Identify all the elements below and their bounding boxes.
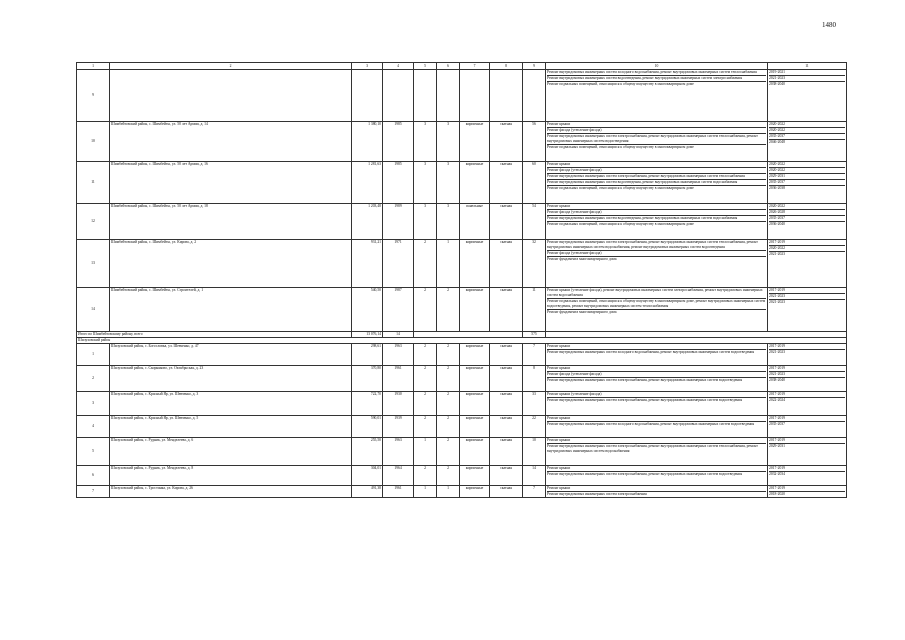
work-period: 2017-2019 — [769, 392, 845, 398]
work-description: Ремонт внутридомовых инженерных систем водоотведения, ремонт внутридомовых инженерных систем водоснабжения — [547, 180, 766, 186]
address-cell: Шилуховский район, с. Рудник, ул. Менделеева, д. 6 — [110, 437, 352, 465]
work-period: 2029-2031 — [769, 174, 845, 180]
works-cell — [546, 288, 768, 332]
area-cell: 304,01 — [352, 465, 383, 485]
floors-cell: 3 — [414, 122, 437, 162]
roof-type-cell: скатная — [490, 122, 523, 162]
row-number: 14 — [77, 288, 110, 332]
year-cell — [383, 70, 414, 122]
address-cell: Шимбейтовский район, с. Шимбейты, ул. 50 лет Армии, д. 18 — [110, 204, 352, 240]
roof-type-cell: скатная — [490, 240, 523, 288]
work-period: 2017-2019 — [769, 486, 845, 492]
work-description: Ремонт крыши — [547, 204, 766, 210]
work-period: 2018-2020 — [769, 491, 785, 496]
wall-material-cell: кирпичные — [460, 485, 490, 497]
work-description: Ремонт крыши — [547, 438, 766, 444]
work-period: 2021-2023 — [769, 299, 785, 304]
floors-cell: 2 — [414, 391, 437, 415]
table-row — [77, 437, 847, 465]
work-description: Ремонт внутридомовых инженерных систем водоотведения, ремонт внутридомовых инженерных систем электроснабжения — [547, 76, 766, 82]
work-period: 2017-2019 — [769, 240, 845, 246]
work-description: Ремонт крыши — [547, 366, 766, 372]
work-period: 2029-2031 — [769, 443, 785, 448]
table-body — [77, 63, 847, 498]
works-cell — [546, 240, 768, 288]
work-description: Ремонт внутридомовых инженерных систем электроснабжения, ремонт внутридомовых инженерных систем теплоснабжения, ремонт внутридомовых инженерных систем водоснабжения, ремонт внутридомовых инженерных систем водоотведения — [547, 240, 766, 251]
floors-cell: 3 — [414, 204, 437, 240]
year-cell: 1987 — [383, 288, 414, 332]
work-description: Ремонт фасада (утепление фасада) — [547, 168, 766, 174]
works-cell — [546, 415, 768, 437]
works-cell — [546, 162, 768, 204]
table-row — [77, 204, 847, 240]
area-cell: 255,50 — [352, 437, 383, 465]
work-period: 2038-2040 — [769, 81, 785, 86]
residents-cell: 60 — [523, 162, 546, 204]
work-period: 2021-2023 — [769, 349, 785, 354]
year-cell: 1939 — [383, 415, 414, 437]
row-number: 5 — [77, 437, 110, 465]
row-number: 6 — [77, 465, 110, 485]
works-cell — [546, 365, 768, 391]
table-row — [77, 485, 847, 497]
roof-type-cell: скатная — [490, 437, 523, 465]
work-period: 2026-2028 — [769, 210, 845, 216]
row-number: 4 — [77, 415, 110, 437]
work-description: Ремонт фундамента многоквартирного дома — [547, 256, 617, 261]
section-title: Шилуховский район — [77, 337, 847, 343]
table-row — [77, 240, 847, 288]
work-period: 2020-2022 — [769, 204, 845, 210]
entrances-cell: 2 — [437, 465, 460, 485]
year-cell: 1961 — [383, 365, 414, 391]
entrances-cell: 3 — [437, 204, 460, 240]
column-header: 5 — [414, 63, 437, 70]
entrances-cell: 2 — [437, 365, 460, 391]
work-period: 2020-2022 — [769, 122, 845, 128]
wall-material-cell: кирпичные — [460, 288, 490, 332]
area-cell: 931,21 — [352, 240, 383, 288]
row-number: 9 — [77, 70, 110, 122]
roof-type-cell: скатная — [490, 162, 523, 204]
address-cell: Шимбейтовский район, с. Шимбейты, ул. Строителей, д. 1 — [110, 288, 352, 332]
works-cell — [546, 391, 768, 415]
work-description: Ремонт внутридомовых инженерных систем электроснабжения, ремонт внутридомовых инженерных систем теплоснабжения — [547, 174, 766, 180]
roof-type-cell — [490, 70, 523, 122]
work-period: 2017-2019 — [769, 416, 845, 422]
area-cell: 1 203,48 — [352, 204, 383, 240]
table-row — [77, 343, 847, 365]
work-description: Ремонт подвальных помещений, относящихся к общему имуществу в многоквартирном доме, ремонт внутридомовых инженерных систем водоотведения, ремонт внутридомовых инженерных систем теплоснабжения — [547, 298, 766, 308]
residents-cell: 10 — [523, 437, 546, 465]
work-period: 2017-2019 — [769, 344, 845, 350]
address-cell: Шилуховский район, с. Красный Яр, ул. Шевченко, д. 3 — [110, 391, 352, 415]
work-period: 2020-2022 — [769, 162, 845, 168]
works-cell — [546, 465, 768, 485]
column-header: 9 — [523, 63, 546, 70]
capital-repair-table — [76, 62, 847, 498]
column-header: 7 — [460, 63, 490, 70]
area-cell: 491,38 — [352, 485, 383, 497]
header-row — [77, 63, 847, 70]
work-description: Ремонт фундамента многоквартирного дома — [547, 309, 617, 314]
entrances-cell: 3 — [437, 122, 460, 162]
wall-material-cell: кирпичные — [460, 437, 490, 465]
residents-cell: 32 — [523, 240, 546, 288]
work-description: Ремонт внутридомовых инженерных систем электроснабжения, ремонт внутридомовых инженерных систем теплоснабжения, ремонт внутридомовых инженерных систем водоснабжения — [547, 443, 758, 453]
works-cell — [546, 485, 768, 497]
roof-type-cell: скатная — [490, 465, 523, 485]
works-cell — [546, 204, 768, 240]
work-period: 2035-2037 — [769, 134, 845, 140]
years-cell — [768, 437, 847, 465]
page-number: 1480 — [822, 21, 836, 29]
works-cell — [546, 437, 768, 465]
work-description: Ремонт фасада (утепление фасада) — [547, 128, 766, 134]
roof-type-cell: скатная — [490, 485, 523, 497]
year-cell: 1989 — [383, 204, 414, 240]
column-header: 8 — [490, 63, 523, 70]
floors-cell: 2 — [414, 288, 437, 332]
residents-cell: 33 — [523, 391, 546, 415]
table-row — [77, 162, 847, 204]
floors-cell: 1 — [414, 437, 437, 465]
work-description: Ремонт подвальных помещений, относящихся к общему имуществу в многоквартирном доме — [547, 185, 694, 190]
area-cell — [352, 70, 383, 122]
work-description: Ремонт крыши — [547, 486, 766, 492]
column-header: 6 — [437, 63, 460, 70]
floors-cell: 1 — [414, 485, 437, 497]
work-description: Ремонт крыши — [547, 162, 766, 168]
work-description: Ремонт подвальных помещений, относящихся к общему имуществу в многоквартирном доме — [547, 81, 694, 86]
wall-material-cell: кирпичные — [460, 162, 490, 204]
address-cell: Шилуховский район, с. Тростинка, ул. Кирова, д. 26 — [110, 485, 352, 497]
years-cell — [768, 343, 847, 365]
work-period: 2017-2019 — [769, 288, 845, 294]
work-period: 2022-2024 — [769, 397, 785, 402]
years-cell — [768, 288, 847, 332]
address-cell: Шимбейтовский район, с. Шимбейты, ул. 50 лет Армии, д. 16 — [110, 162, 352, 204]
area-cell: 1 281,63 — [352, 162, 383, 204]
years-cell — [768, 204, 847, 240]
total-area: 13 076,14 — [352, 332, 383, 338]
entrances-cell: 2 — [437, 415, 460, 437]
table-row — [77, 465, 847, 485]
column-header: 1 — [77, 63, 110, 70]
year-cell: 1964 — [383, 465, 414, 485]
wall-material-cell — [460, 70, 490, 122]
work-description: Ремонт внутридомовых инженерных систем электроснабжения, ремонт внутридомовых инженерных систем теплоснабжения, ремонт внутридомовых инженерных систем водоотведения — [547, 134, 766, 145]
entrances-cell: 2 — [437, 391, 460, 415]
work-period: 2020-2022 — [769, 168, 845, 174]
entrances-cell: 2 — [437, 437, 460, 465]
work-description: Ремонт внутридомовых инженерных систем холодного водоснабжения, ремонт внутридомовых инженерных систем теплоснабжения — [547, 70, 766, 76]
entrances-cell: 1 — [437, 240, 460, 288]
address-cell: Шимбейтовский район, с. Шимбейты, ул. 50 лет Армии, д. 14 — [110, 122, 352, 162]
year-cell: 1971 — [383, 240, 414, 288]
residents-cell: 8 — [523, 365, 546, 391]
roof-type-cell: скатная — [490, 288, 523, 332]
work-period: 2021-2023 — [769, 251, 785, 256]
row-number: 3 — [77, 391, 110, 415]
floors-cell: 2 — [414, 343, 437, 365]
total-label: Итого по Шимбейтовскому району, всего — [77, 332, 352, 338]
works-cell — [546, 122, 768, 162]
work-period: 2019-2021 — [769, 70, 845, 76]
work-period: 2017-2019 — [769, 366, 845, 372]
works-cell — [546, 343, 768, 365]
years-cell — [768, 465, 847, 485]
floors-cell: 3 — [414, 162, 437, 204]
work-description: Ремонт подвальных помещений, относящихся к общему имуществу в многоквартирном доме — [547, 144, 694, 149]
works-cell — [546, 70, 768, 122]
work-description: Ремонт крыши (утепление фасада), ремонт внутридомовых инженерных систем электроснабжения, ремонт внутридомовых инженерных систем водоснабжения — [547, 288, 766, 299]
area-cell: 370,80 — [352, 365, 383, 391]
year-cell: 1961 — [383, 485, 414, 497]
residents-cell — [523, 70, 546, 122]
work-description: Ремонт фасада (утепление фасада) — [547, 372, 766, 378]
row-number: 13 — [77, 240, 110, 288]
years-cell — [768, 70, 847, 122]
floors-cell: 2 — [414, 465, 437, 485]
floors-cell: 2 — [414, 240, 437, 288]
address-cell: Шилуховский район, с. Рудник, ул. Менделеева, д. 8 — [110, 465, 352, 485]
address-cell: Шимбейтовский район, с. Шимбейты, ул. Кирова, д. 2 — [110, 240, 352, 288]
work-period: 2021-2023 — [769, 76, 845, 82]
floors-cell: 2 — [414, 415, 437, 437]
years-cell — [768, 162, 847, 204]
total-count: 14 — [383, 332, 414, 338]
work-description: Ремонт подвальных помещений, относящихся к общему имуществу в многоквартирном доме — [547, 221, 694, 226]
years-cell — [768, 240, 847, 288]
work-period: 2046-2048 — [769, 139, 785, 144]
work-period: 2036-2038 — [769, 185, 785, 190]
work-period: 2021-2023 — [769, 372, 845, 378]
area-cell: 540,50 — [352, 288, 383, 332]
residents-cell: 56 — [523, 122, 546, 162]
wall-material-cell: панельные — [460, 204, 490, 240]
work-description: Ремонт внутридомовых инженерных систем электроснабжения — [547, 491, 647, 496]
wall-material-cell: кирпичные — [460, 343, 490, 365]
roof-type-cell: скатная — [490, 391, 523, 415]
wall-material-cell: кирпичные — [460, 415, 490, 437]
work-description: Ремонт внутридомовых инженерных систем холодного водоснабжения, ремонт внутридомовых инженерных систем водоотведения — [547, 421, 755, 426]
column-header: 11 — [768, 63, 847, 70]
entrances-cell — [437, 70, 460, 122]
address-cell: Шилуховский район, с. Богословка, ул. Шевченко, д. 47 — [110, 343, 352, 365]
area-cell: 590,01 — [352, 415, 383, 437]
entrances-cell: 2 — [437, 288, 460, 332]
roof-type-cell: скатная — [490, 343, 523, 365]
row-number: 7 — [77, 485, 110, 497]
row-number: 12 — [77, 204, 110, 240]
work-description: Ремонт крыши — [547, 466, 766, 472]
floors-cell: 2 — [414, 365, 437, 391]
roof-type-cell: скатная — [490, 365, 523, 391]
work-description: Ремонт внутридомовых инженерных систем водоотведения, ремонт внутридомовых инженерных систем водоснабжения — [547, 216, 766, 222]
residents-cell: 7 — [523, 485, 546, 497]
row-number: 11 — [77, 162, 110, 204]
entrances-cell: 2 — [437, 343, 460, 365]
work-period: 2017-2019 — [769, 466, 845, 472]
work-description: Ремонт крыши — [547, 122, 766, 128]
years-cell — [768, 485, 847, 497]
row-number: 1 — [77, 343, 110, 365]
residents-cell: 54 — [523, 204, 546, 240]
residents-cell: 22 — [523, 415, 546, 437]
address-cell — [110, 70, 352, 122]
column-header: 3 — [352, 63, 383, 70]
work-period: 2017-2019 — [769, 438, 845, 444]
row-number: 10 — [77, 122, 110, 162]
work-period: 2020-2022 — [769, 128, 845, 134]
work-description: Ремонт крыши (утепление фасада) — [547, 392, 766, 398]
entrances-cell: 3 — [437, 162, 460, 204]
area-cell: 298,61 — [352, 343, 383, 365]
work-period: 2035-2037 — [769, 421, 785, 426]
residents-cell: 11 — [523, 288, 546, 332]
address-cell: Шилуховский район, с. Красный Яр, ул. Шевченко, д. 5 — [110, 415, 352, 437]
table-row — [77, 70, 847, 122]
wall-material-cell: кирпичные — [460, 122, 490, 162]
floors-cell — [414, 70, 437, 122]
area-cell: 722,70 — [352, 391, 383, 415]
work-description: Ремонт внутридомовых инженерных систем электроснабжения, ремонт внутридомовых инженерных систем водоотведения — [547, 471, 743, 476]
residents-cell: 7 — [523, 343, 546, 365]
year-cell: 1930 — [383, 391, 414, 415]
work-description: Ремонт фасада (утепление фасада) — [547, 210, 766, 216]
work-description: Ремонт фасада (утепление фасада) — [547, 251, 766, 257]
years-cell — [768, 415, 847, 437]
wall-material-cell: кирпичные — [460, 365, 490, 391]
work-period: 2035-2037 — [769, 180, 845, 186]
work-description: Ремонт крыши — [547, 344, 766, 350]
total-residents: 575 — [523, 332, 546, 338]
year-cell: 1963 — [383, 437, 414, 465]
roof-type-cell: скатная — [490, 204, 523, 240]
column-header: 10 — [546, 63, 768, 70]
years-cell — [768, 365, 847, 391]
year-cell: 1985 — [383, 162, 414, 204]
column-header: 2 — [110, 63, 352, 70]
year-cell: 1963 — [383, 343, 414, 365]
wall-material-cell: кирпичные — [460, 465, 490, 485]
years-cell — [768, 391, 847, 415]
work-description: Ремонт внутридомовых инженерных систем электроснабжения, ремонт внутридомовых инженерных систем водоотведения — [547, 397, 743, 402]
work-period: 2032-2034 — [769, 471, 785, 476]
work-description: Ремонт крыши — [547, 416, 766, 422]
address-cell: Шилуховский район, с. Скорняково, ул. Октябрьская, д. 23 — [110, 365, 352, 391]
work-period: 2036-2040 — [769, 221, 785, 226]
table-row — [77, 391, 847, 415]
table-row — [77, 415, 847, 437]
years-cell — [768, 122, 847, 162]
column-header: 4 — [383, 63, 414, 70]
roof-type-cell: скатная — [490, 415, 523, 437]
table-row — [77, 365, 847, 391]
entrances-cell: 1 — [437, 485, 460, 497]
table-row — [77, 122, 847, 162]
work-period: 2020-2022 — [769, 246, 845, 252]
work-description: Ремонт внутридомовых инженерных систем электроснабжения, ремонт внутридомовых инженерных систем водоотведения — [547, 377, 743, 382]
row-number: 2 — [77, 365, 110, 391]
residents-cell: 14 — [523, 465, 546, 485]
table-row — [77, 288, 847, 332]
work-period: 2038-2040 — [769, 377, 785, 382]
wall-material-cell: кирпичные — [460, 240, 490, 288]
wall-material-cell: кирпичные — [460, 391, 490, 415]
work-period: 2021-2023 — [769, 294, 845, 300]
work-period: 2035-2037 — [769, 216, 845, 222]
area-cell: 1 380,10 — [352, 122, 383, 162]
work-description: Ремонт внутридомовых инженерных систем холодного водоснабжения, ремонт внутридомовых инженерных систем водоотведения — [547, 349, 755, 354]
year-cell: 1985 — [383, 122, 414, 162]
